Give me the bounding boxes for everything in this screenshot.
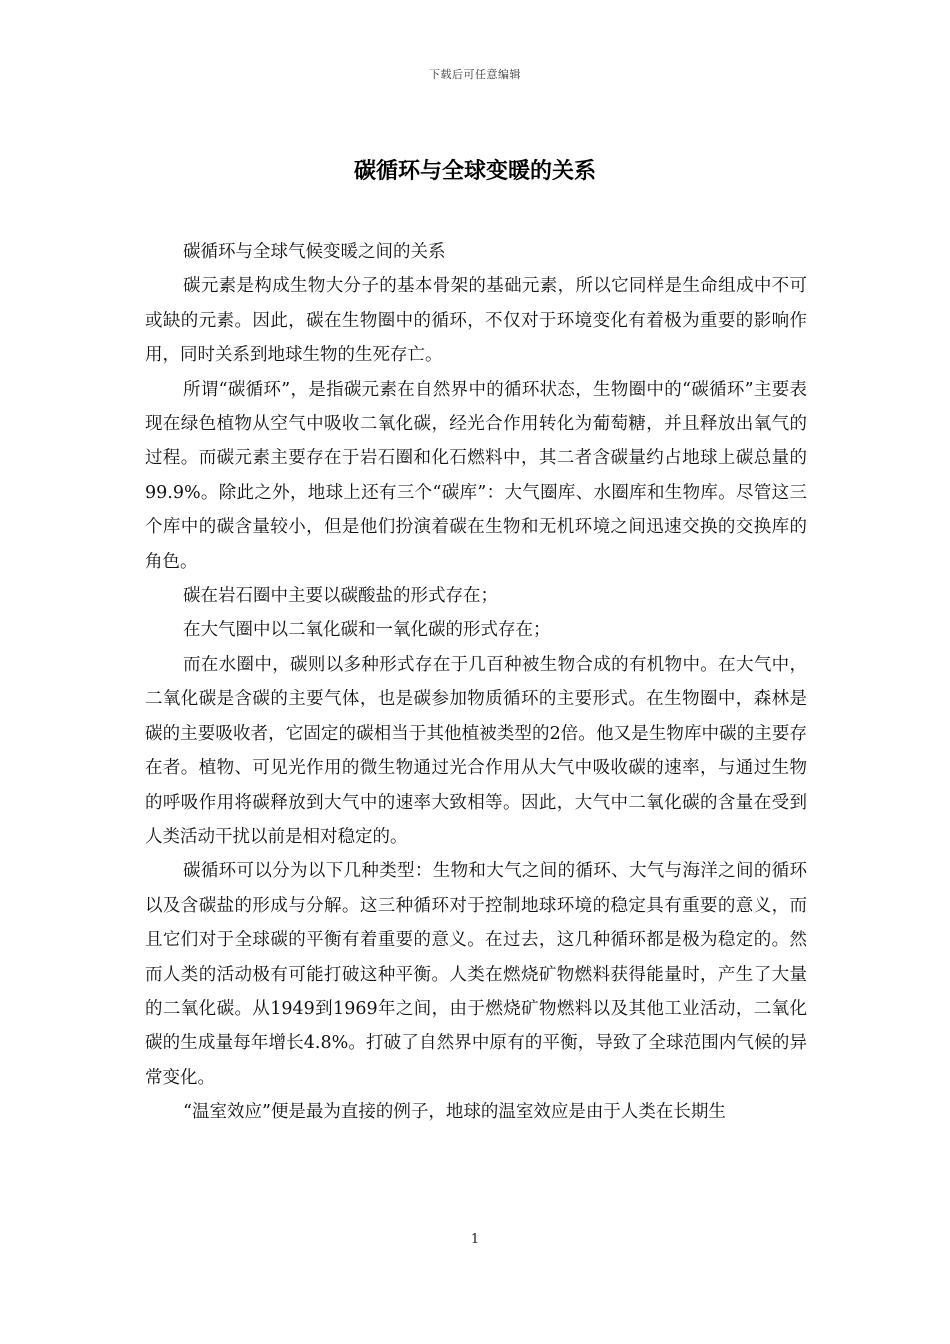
document-body bbox=[145, 235, 807, 1130]
paragraph-cycle-types: 碳循环可以分为以下几种类型：生物和大气之间的循环、大气与海洋之间的循环以及含碳盐的形成与分解。这三种循环对于控制地球环境的稳定具有重要的意义，而且它们对于全球碳的平衡有着重要的意义。在过去，这几种循环都是极为稳定的。然而人类的活动极有可能打破这种平衡。人类在燃烧矿物燃料获得能量时，产生了大量的二氧化碳。从1949到1969年之间，由于燃烧矿物燃料以及其他工业活动，二氧化碳的生成量每年增长4.8%。打破了自然界中原有的平衡，导致了全球范围内气候的异常变化。 bbox=[145, 861, 807, 1088]
paragraph-hydrosphere: 而在水圈中，碳则以多种形式存在于几百种被生物合成的有机物中。在大气中，二氧化碳是含碳的主要气体，也是碳参加物质循环的主要形式。在生物圈中，森林是碳的主要吸收者，它固定的碳相当于其他植被类型的2倍。他又是生物库中碳的主要存在者。植物、可见光作用的微生物通过光合作用从大气中吸收碳的速率，与通过生物的呼吸作用将碳释放到大气中的速率大致相等。因此，大气中二氧化碳的含量在受到人类活动干扰以前是相对稳定的。 bbox=[145, 654, 807, 847]
paragraph-subtitle: 碳循环与全球气候变暖之间的关系 bbox=[183, 242, 446, 262]
paragraph-carbon-cycle-definition: 所谓“碳循环”，是指碳元素在自然界中的循环状态，生物圈中的“碳循环”主要表现在绿色植物从空气中吸收二氧化碳，经光合作用转化为葡萄糖，并且释放出氧气的过程。而碳元素主要存在于岩石圈和化石燃料中，其二者含碳量约占地球上碳总量的99.9%。除此之外，地球上还有三个“碳库”：大气圈库、水圈库和生物库。尽管这三个库中的碳含量较小，但是他们扮演着碳在生物和无机环境之间迅速交换的交换库的角色。 bbox=[145, 379, 807, 572]
document-title: 碳循环与全球变暖的关系 bbox=[353, 158, 596, 184]
paragraph-atmosphere: 在大气圈中以二氧化碳和一氧化碳的形式存在； bbox=[183, 620, 551, 641]
paragraph-greenhouse-effect: “温室效应”便是最为直接的例子，地球的温室效应是由于人类在长期生 bbox=[183, 1102, 726, 1123]
paragraph-lithosphere: 碳在岩石圈中主要以碳酸盐的形式存在； bbox=[183, 586, 498, 607]
page-header-note: 下载后可任意编辑 bbox=[429, 68, 521, 81]
paragraph-carbon-element: 碳元素是构成生物大分子的基本骨架的基础元素，所以它同样是生命组成中不可或缺的元素。因此，碳在生物圈中的循环，不仅对于环境变化有着极为重要的影响作用，同时关系到地球生物的生死存亡。 bbox=[145, 276, 807, 366]
page-number: 1 bbox=[470, 1232, 480, 1247]
